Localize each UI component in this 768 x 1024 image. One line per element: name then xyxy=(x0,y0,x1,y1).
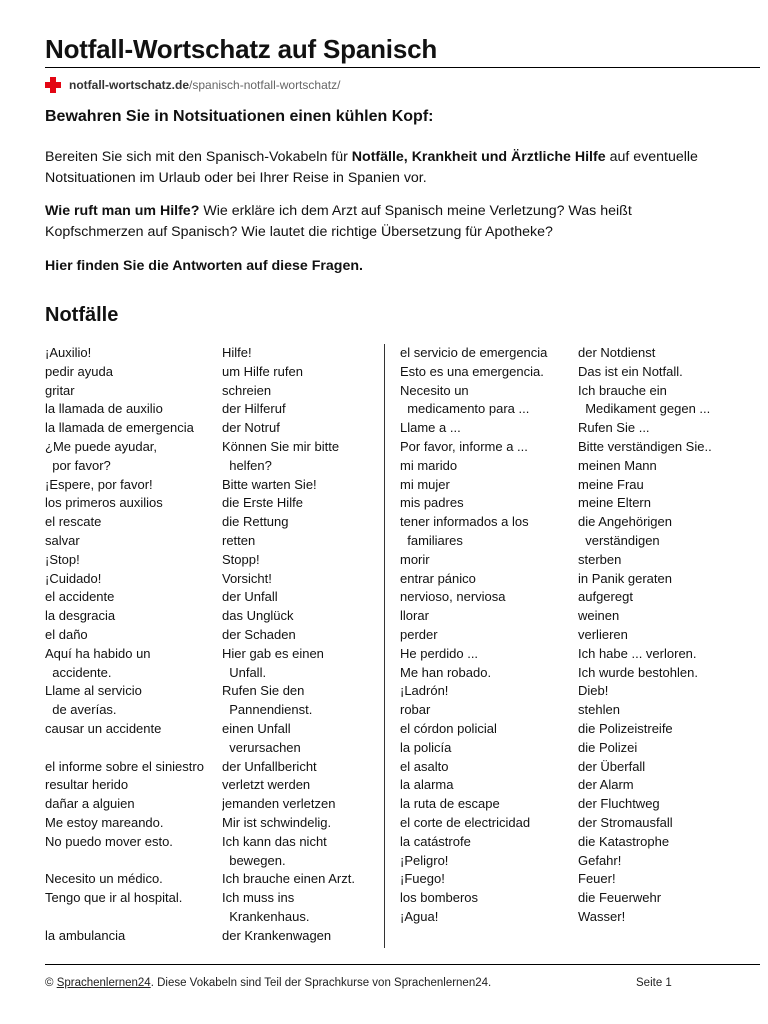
german-translation: bewegen. xyxy=(222,852,286,868)
german-translation: aufgeregt xyxy=(578,589,633,605)
vocab-row xyxy=(45,513,382,532)
spanish-term: de averías. xyxy=(45,702,117,718)
german-translation: Ich habe ... verloren. xyxy=(578,645,697,661)
brand-link[interactable]: Sprachenlernen24 xyxy=(56,977,151,989)
source-path: /spanisch-notfall-wortschatz/ xyxy=(189,78,341,92)
spanish-term: la desgracia xyxy=(45,608,116,624)
vocab-row xyxy=(45,927,382,946)
spanish-term: salvar xyxy=(45,532,80,548)
german-translation: Rufen Sie ... xyxy=(578,420,650,436)
vocab-row xyxy=(400,513,753,532)
spanish-term: accidente. xyxy=(45,664,112,680)
spanish-term: el daño xyxy=(45,626,88,642)
footer-rule xyxy=(45,964,760,965)
vocab-row xyxy=(45,739,382,758)
vocab-row xyxy=(45,701,382,720)
german-translation: Ich wurde bestohlen. xyxy=(578,664,698,680)
german-translation: verursachen xyxy=(222,739,301,755)
vocab-row xyxy=(45,758,382,777)
spanish-term xyxy=(45,852,222,871)
german-translation: Ich muss ins xyxy=(222,890,295,906)
vocab-row xyxy=(400,607,753,626)
section-heading: Notfälle xyxy=(45,304,119,326)
intro-paragraph-3: Hier finden Sie die Antworten auf diese Fragen. xyxy=(45,258,363,274)
spanish-term: la ruta de escape xyxy=(400,796,500,812)
german-translation: Rufen Sie den xyxy=(222,683,305,699)
spanish-term: el informe sobre el siniestro xyxy=(45,758,204,774)
spanish-term: los bomberos xyxy=(400,890,479,906)
vocab-row xyxy=(400,400,753,419)
german-translation: retten xyxy=(222,532,256,548)
copyright-symbol: © xyxy=(45,977,54,989)
vocab-row xyxy=(45,438,382,457)
german-translation: jemanden verletzen xyxy=(222,796,336,812)
spanish-term: Esto es una emergencia. xyxy=(400,363,544,379)
spanish-term: la llamada de emergencia xyxy=(45,420,194,436)
german-translation: um Hilfe rufen xyxy=(222,363,303,379)
spanish-term: el córdon policial xyxy=(400,720,497,736)
spanish-term: ¡Peligro! xyxy=(400,852,449,868)
spanish-term: ¡Ladrón! xyxy=(400,683,449,699)
vocab-row xyxy=(400,664,753,683)
p1-post: auf eventuelle Notsituationen im Urlaub oder bei Ihrer Reise in Spanien vor. xyxy=(45,149,698,186)
vocab-row xyxy=(45,720,382,739)
vocab-row xyxy=(400,908,753,927)
vocab-row xyxy=(45,795,382,814)
spanish-term: Aquí ha habido un xyxy=(45,645,151,661)
source-link[interactable] xyxy=(69,78,340,92)
german-translation: der Krankenwagen xyxy=(222,927,332,943)
spanish-term xyxy=(45,908,222,927)
spanish-term: resultar herido xyxy=(45,777,129,793)
german-translation: Gefahr! xyxy=(578,852,622,868)
german-translation: verständigen xyxy=(578,532,660,548)
german-translation: der Stromausfall xyxy=(578,814,673,830)
german-translation: der Unfall xyxy=(222,589,278,605)
spanish-term: robar xyxy=(400,702,431,718)
spanish-term: el accidente xyxy=(45,589,115,605)
german-translation: sterben xyxy=(578,551,622,567)
vocab-row xyxy=(400,494,753,513)
german-translation: Wasser! xyxy=(578,908,626,924)
footer-text: . Diese Vokabeln sind Teil der Sprachkurse von Sprachenlernen24. xyxy=(150,977,492,989)
vocab-row xyxy=(45,532,382,551)
german-translation: meinen Mann xyxy=(578,457,657,473)
spanish-term: ¡Stop! xyxy=(45,551,80,567)
spanish-term: morir xyxy=(400,551,430,567)
spanish-term: mi mujer xyxy=(400,476,450,492)
vocab-row xyxy=(45,889,382,908)
german-translation: meine Frau xyxy=(578,476,644,492)
german-translation: Krankenhaus. xyxy=(222,908,310,924)
spanish-term: mis padres xyxy=(400,495,464,511)
spanish-term: nervioso, nerviosa xyxy=(400,589,506,605)
spanish-term: Tengo que ir al hospital. xyxy=(45,890,183,906)
spanish-term: la policía xyxy=(400,739,452,755)
intro-paragraph-2 xyxy=(45,201,725,243)
source-domain: notfall-wortschatz.de xyxy=(69,78,190,92)
spanish-term: el corte de electricidad xyxy=(400,814,531,830)
german-translation: Hilfe! xyxy=(222,345,252,360)
spanish-term: por favor? xyxy=(45,457,111,473)
spanish-term: entrar pánico xyxy=(400,570,476,586)
vocab-row xyxy=(400,363,753,382)
spanish-term: ¡Cuidado! xyxy=(45,570,102,586)
german-translation: Dieb! xyxy=(578,683,609,699)
german-translation: verletzt werden xyxy=(222,777,311,793)
german-translation: verlieren xyxy=(578,626,628,642)
p1-pre: Bereiten Sie sich mit den Spanisch-Vokabeln für xyxy=(45,149,352,165)
vocab-row xyxy=(45,607,382,626)
vocab-row xyxy=(400,551,753,570)
vocab-row xyxy=(400,626,753,645)
german-translation: die Feuerwehr xyxy=(578,890,662,906)
vocab-row xyxy=(45,626,382,645)
vocab-row xyxy=(45,419,382,438)
german-translation: stehlen xyxy=(578,702,620,718)
vocab-row xyxy=(45,382,382,401)
spanish-term: pedir ayuda xyxy=(45,363,113,379)
spanish-term: tener informados a los xyxy=(400,514,529,530)
spanish-term: medicamento para ... xyxy=(400,401,530,417)
vocab-row xyxy=(400,795,753,814)
german-translation: der Überfall xyxy=(578,758,646,774)
vocab-row xyxy=(45,908,382,927)
german-translation: der Notruf xyxy=(222,420,280,436)
spanish-term: mi marido xyxy=(400,457,458,473)
spanish-term: los primeros auxilios xyxy=(45,495,163,511)
spanish-term: ¿Me puede ayudar, xyxy=(45,438,158,454)
vocab-table-right xyxy=(400,344,753,927)
spanish-term: dañar a alguien xyxy=(45,796,135,812)
vocab-row xyxy=(400,889,753,908)
german-translation: Pannendienst. xyxy=(222,702,313,718)
vocab-row xyxy=(45,457,382,476)
vocab-row xyxy=(45,814,382,833)
vocab-row xyxy=(400,852,753,871)
german-translation: Bitte warten Sie! xyxy=(222,476,317,492)
vocab-row xyxy=(400,476,753,495)
german-translation: Stopp! xyxy=(222,551,260,567)
vocab-row xyxy=(45,682,382,701)
spanish-term: Me han robado. xyxy=(400,664,492,680)
vocab-row xyxy=(400,382,753,401)
german-translation: die Polizei xyxy=(578,739,638,755)
german-translation: helfen? xyxy=(222,457,272,473)
vocab-row xyxy=(45,588,382,607)
title-rule xyxy=(45,67,760,68)
vocab-row xyxy=(45,363,382,382)
vocab-row xyxy=(400,588,753,607)
vocab-row xyxy=(45,776,382,795)
vocab-row xyxy=(45,570,382,589)
vocab-row xyxy=(400,438,753,457)
german-translation: die Polizeistreife xyxy=(578,720,673,736)
spanish-term: ¡Agua! xyxy=(400,908,439,924)
vocab-row xyxy=(45,476,382,495)
spanish-term: Necesito un médico. xyxy=(45,871,163,887)
spanish-term: la alarma xyxy=(400,777,454,793)
spanish-term: familiares xyxy=(400,532,463,548)
vocab-table-left xyxy=(45,344,382,946)
vocab-row xyxy=(45,870,382,889)
vocab-row xyxy=(400,419,753,438)
german-translation: der Unfallbericht xyxy=(222,758,317,774)
vocab-row xyxy=(400,682,753,701)
spanish-term: el rescate xyxy=(45,514,102,530)
spanish-term: He perdido ... xyxy=(400,645,479,661)
spanish-term: el asalto xyxy=(400,758,449,774)
vocab-row xyxy=(45,852,382,871)
vocab-row xyxy=(400,870,753,889)
german-translation: die Angehörigen xyxy=(578,514,672,530)
german-translation: Ich brauche ein xyxy=(578,382,667,398)
german-translation: meine Eltern xyxy=(578,495,651,511)
vocab-row xyxy=(400,701,753,720)
german-translation: in Panik geraten xyxy=(578,570,672,586)
spanish-term: ¡Auxilio! xyxy=(45,345,92,360)
german-translation: Bitte verständigen Sie.. xyxy=(578,438,712,454)
vocab-row xyxy=(45,344,382,363)
column-divider xyxy=(384,344,385,948)
spanish-term: Me estoy mareando. xyxy=(45,814,164,830)
vocab-row xyxy=(45,664,382,683)
vocab-row xyxy=(400,457,753,476)
intro-heading: Bewahren Sie in Notsituationen einen kühlen Kopf: xyxy=(45,108,434,125)
german-translation: Mir ist schwindelig. xyxy=(222,814,332,830)
german-translation: der Schaden xyxy=(222,626,296,642)
german-translation: Feuer! xyxy=(578,871,616,887)
spanish-term: ¡Espere, por favor! xyxy=(45,476,153,492)
german-translation: Ich brauche einen Arzt. xyxy=(222,871,355,887)
german-translation: Ich kann das nicht xyxy=(222,833,327,849)
spanish-term: la ambulancia xyxy=(45,927,126,943)
vocab-row xyxy=(400,532,753,551)
german-translation: die Erste Hilfe xyxy=(222,495,303,511)
spanish-term: llorar xyxy=(400,608,429,624)
spanish-term: Llame al servicio xyxy=(45,683,142,699)
p2-bold: Wie ruft man um Hilfe? xyxy=(45,203,200,219)
german-translation: der Alarm xyxy=(578,777,634,793)
german-translation: der Fluchtweg xyxy=(578,796,660,812)
vocab-row xyxy=(400,758,753,777)
german-translation: einen Unfall xyxy=(222,720,291,736)
page-number: Seite 1 xyxy=(636,977,672,989)
german-translation: der Hilferuf xyxy=(222,401,286,417)
page-title: Notfall-Wortschatz auf Spanisch xyxy=(45,34,438,64)
german-translation: Hier gab es einen xyxy=(222,645,324,661)
spanish-term: No puedo mover esto. xyxy=(45,833,173,849)
vocab-row xyxy=(45,494,382,513)
german-translation: Medikament gegen ... xyxy=(578,401,711,417)
vocab-row xyxy=(400,344,753,363)
red-cross-icon xyxy=(45,77,61,93)
german-translation: schreien xyxy=(222,382,272,398)
source-line xyxy=(45,77,340,93)
german-translation: Unfall. xyxy=(222,664,267,680)
spanish-term xyxy=(45,739,222,758)
vocab-row xyxy=(400,720,753,739)
spanish-term: Por favor, informe a ... xyxy=(400,438,528,454)
spanish-term: el servicio de emergencia xyxy=(400,345,548,360)
vocab-row xyxy=(400,833,753,852)
vocab-row xyxy=(400,814,753,833)
spanish-term: causar un accidente xyxy=(45,720,162,736)
vocab-row xyxy=(45,400,382,419)
german-translation: die Rettung xyxy=(222,514,289,530)
vocab-row xyxy=(400,739,753,758)
german-translation: Das ist ein Notfall. xyxy=(578,363,683,379)
spanish-term: gritar xyxy=(45,382,75,398)
spanish-term: Necesito un xyxy=(400,382,469,398)
german-translation: weinen xyxy=(578,608,620,624)
vocab-row xyxy=(400,776,753,795)
german-translation: der Notdienst xyxy=(578,345,656,360)
german-translation: das Unglück xyxy=(222,608,294,624)
german-translation: Vorsicht! xyxy=(222,570,272,586)
vocab-row xyxy=(45,551,382,570)
vocab-row xyxy=(400,570,753,589)
intro-paragraph-1 xyxy=(45,147,725,189)
p1-bold: Notfälle, Krankheit und Ärztliche Hilfe xyxy=(351,149,606,165)
vocab-row xyxy=(400,645,753,664)
footer xyxy=(45,977,491,989)
vocab-row xyxy=(45,645,382,664)
german-translation: die Katastrophe xyxy=(578,833,670,849)
spanish-term: la llamada de auxilio xyxy=(45,401,163,417)
p2-post: Wie erkläre ich dem Arzt auf Spanisch meine Verletzung? Was heißt Kopfschmerzen auf Spanisch? Wie lautet die richtige Übersetzung für Apotheke? xyxy=(45,203,632,240)
spanish-term: la catástrofe xyxy=(400,833,471,849)
spanish-term: perder xyxy=(400,626,438,642)
german-translation: Können Sie mir bitte xyxy=(222,438,340,454)
spanish-term: ¡Fuego! xyxy=(400,871,445,887)
vocab-row xyxy=(45,833,382,852)
spanish-term: Llame a ... xyxy=(400,420,461,436)
